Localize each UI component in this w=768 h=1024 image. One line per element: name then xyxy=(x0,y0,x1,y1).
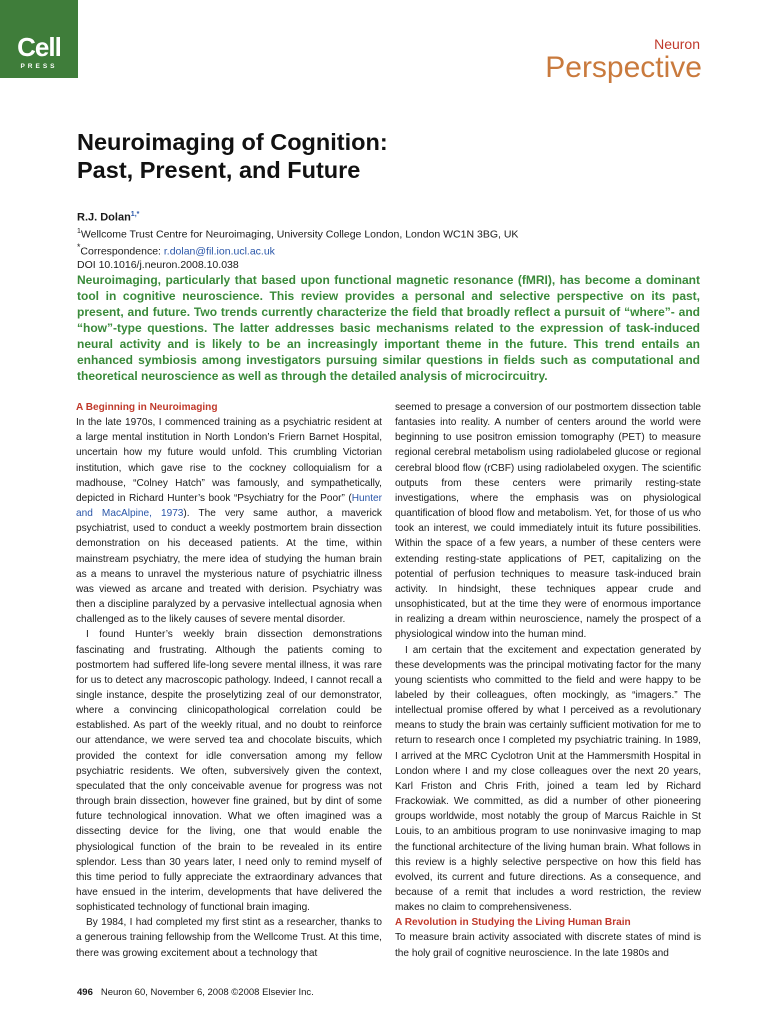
correspondence xyxy=(77,241,518,259)
byline xyxy=(77,208,518,272)
cell-press-logo xyxy=(0,0,78,78)
title-line-2: Past, Present, and Future xyxy=(77,157,361,183)
body-column-right xyxy=(395,400,701,961)
doi: DOI 10.1016/j.neuron.2008.10.038 xyxy=(77,258,239,271)
paragraph-2: I found Hunter’s weekly brain dissection demonstrations fascinating and frustrating. Although the patients coming to postmortem had suffered life-long severe mental illness, it was rare for us to detect any macroscopic pathology. Indeed, I cannot recall a single instance, despite the proselytizing zeal of our demonstrator, where a convincing clinicopathological correlation could be established. As part of the weekly ritual, and no doubt to reinforce our attendance, we were served tea and chocolate biscuits, which provided the context for idle conversation among my fellow psychiatric residents. We often, subversively given the context, speculated that the only conceivable avenue for progress was not through brain dissection, however fine grained, but by dint of some future technological innovation. What we often imagined was a dissecting device for the living, one that would enable the physiological function of the brain to be revealed in its entire splendor. Less than 30 years later, I need only to remind myself of this time period to fully appreciate the extraordinary advances that have ensued in the interim, developments that have delivered the sophisticated technology of functional brain imaging. xyxy=(76,629,382,914)
affiliation-mark: 1 xyxy=(77,227,81,235)
paragraph-5: I am certain that the excitement and expectation generated by these developments was the principal motivating factor for the many young scientists who committed to the field and were happy to be labeled by their colleagues, often mockingly, as “imagers.” The intellectual promise offered by what I perceived as a revolutionary means to study the brain was certainly sufficient motivation for me to return to research once I completed my psychiatric training. In 1989, I arrived at the MRC Cyclotron Unit at the Hammersmith Hospital in London where I and my close colleagues over the next 20 years, Karl Friston and Chris Frith, joined a team led by Richard Frackowiak. We committed, as did a number of other pioneering groups worldwide, most notably the group of Marcus Raichle in St Louis, to an ambitious program to use noninvasive imaging to map the functional architecture of the living human brain. What follows in this review is a highly selective perspective on how this field has evolved, its current and future directions. As a consequence, and because of a remit that includes a word restriction, the review makes no claim to comprehensiveness. xyxy=(395,644,701,914)
paragraph-4: seemed to presage a conversion of our postmortem dissection table fantasies into reality. A number of centers around the world were beginning to use positron emission tomography (PET) to measure regional cerebral metabolism using radiolabeled glucose or regional cerebral blood flow (rCBF) using radiolabeled oxygen. The scientific outputs from these centers were primarily resting-state investigations, where the emphasis was on physiological quantification of blood flow and metabolism. Yet, for those of us who took an interest, we could immediately intuit its future possibilities. Within the space of a few years, a number of these centers were extending resting-state applications of PET, capitalizing on the potential of perfusion techniques to measure task-induced brain activity. In hindsight, these techniques appear crude and unsophisticated, but at the time they were of enormous importance in realizing a dream within neuroscience, namely the prospect of a physiological window into the human mind. xyxy=(395,402,701,641)
section-heading-beginning: A Beginning in Neuroimaging xyxy=(76,402,218,413)
journal-name: Neuron xyxy=(654,36,700,52)
section-label: Perspective xyxy=(545,51,702,84)
paragraph-1 xyxy=(76,415,382,627)
page-footer xyxy=(77,987,314,998)
body-column-left xyxy=(76,400,382,961)
author-line xyxy=(77,208,518,225)
logo-word: Cell xyxy=(17,32,61,62)
citation-link[interactable]: Hunter and MacAlpine, 1973 xyxy=(76,492,382,520)
correspondence-label: Correspondence: xyxy=(80,245,164,258)
abstract: Neuroimaging, particularly that based upon functional magnetic resonance (fMRI), has become a dominant tool in cognitive neuroscience. This review provides a personal and selective perspective on its past, present, and future. Two trends currently characterize the field that broadly reflect a pursuit of “where”- and “how”-type questions. The latter addresses basic mechanisms related to the expression of task-induced neural activity and is likely to be an increasingly important theme in the future. This trend entails an enhanced symbiosis among investigators pursuing similar questions in fields such as computational and theoretical neuroscience as well as through the detailed analysis of microcircuitry. xyxy=(77,273,700,383)
footer-citation: Neuron 60, November 6, 2008 ©2008 Elsevier Inc. xyxy=(100,987,314,998)
page-number: 496 xyxy=(77,987,93,998)
email-link[interactable]: r.dolan@fil.ion.ucl.ac.uk xyxy=(163,245,275,258)
article-title xyxy=(77,128,388,184)
correspondence-mark: * xyxy=(77,242,81,253)
title-line-1: Neuroimaging of Cognition: xyxy=(77,129,388,155)
paragraph-1-text-a: In the late 1970s, I commenced training as a psychiatric resident at a large mental institution in North London’s Friern Barnet Hospital, uncertain how my future would unfold. This crumbling Victorian institution, which gave rise to the cockney colloquialism for a madhouse, “Colney Hatch” was famously, and sympathetically, depicted in Richard Hunter’s book “Psychiatry for the Poor” ( xyxy=(76,417,382,504)
logo-press: PRESS xyxy=(20,63,58,70)
author-name: R.J. Dolan xyxy=(77,211,131,224)
paragraph-6: To measure brain activity associated with discrete states of mind is the holy grail of cognitive neuroscience. In the late 1980s and xyxy=(395,932,701,959)
paragraph-1-text-b: ). The very same author, a maverick psychiatrist, used to conduct a weekly postmortem brain dissection demonstration on his deceased patients. At the time, within mainstream psychiatry, the mere idea of studying the human brain as a means to unravel the mysterious nature of psychiatric illness was viewed as arcane and treated with derision. Psychiatry was then a discipline paralyzed by a pervasive intellectual agnosia when challenged as to the likely causes of severe mental disorder. xyxy=(76,508,382,626)
affiliation-text: Wellcome Trust Centre for Neuroimaging, University College London, London WC1N 3BG, UK xyxy=(80,228,519,241)
paragraph-3: By 1984, I had completed my first stint as a researcher, thanks to a generous training fellowship from the Wellcome Trust. At this time, there was growing excitement about a technology that xyxy=(76,917,382,959)
affiliation xyxy=(77,225,518,242)
section-heading-revolution: A Revolution in Studying the Living Human Brain xyxy=(395,917,631,929)
author-marks[interactable]: 1,* xyxy=(130,211,140,218)
